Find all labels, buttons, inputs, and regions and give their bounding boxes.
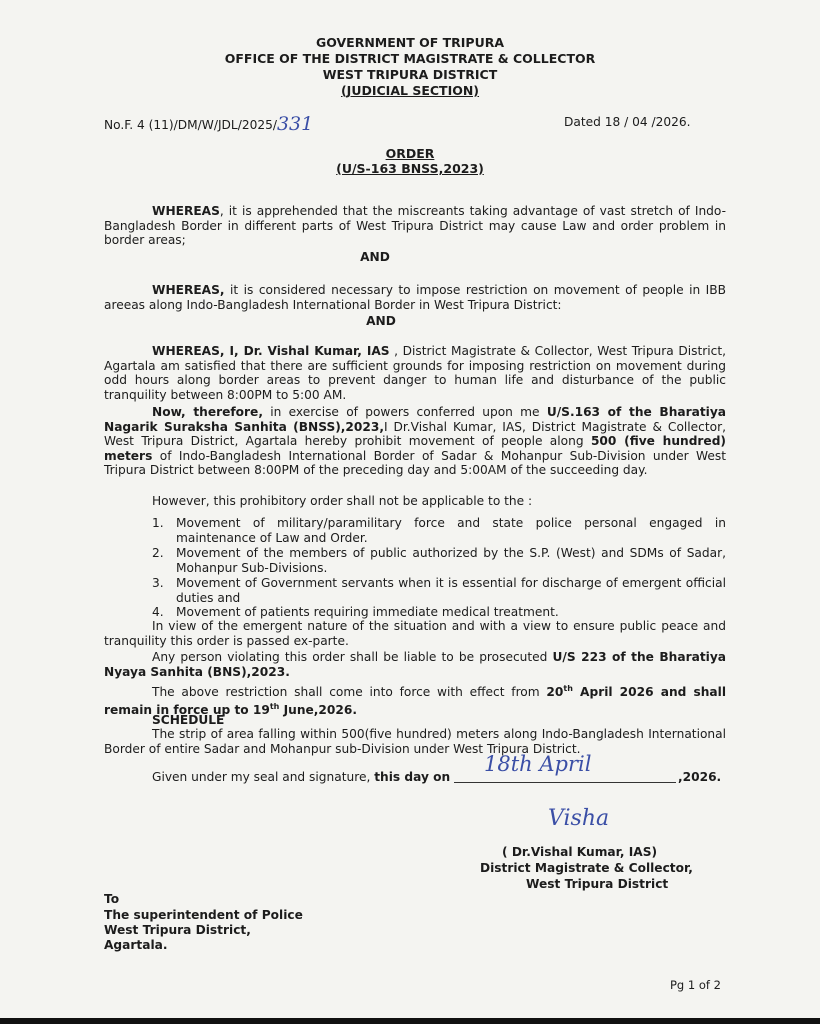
exemption-item-3: Movement of Government servants when it is essential for discharge of emergent official duties and: [176, 576, 726, 605]
order-date: Dated 18 / 04 /2026.: [564, 115, 691, 129]
effective-end-suffix: th: [269, 701, 280, 711]
whereas-paragraph-1: [104, 204, 726, 248]
exemption-item-1: Movement of military/paramilitary force and state police personal engaged in maintenance of Law and Order.: [176, 516, 726, 545]
header-office: OFFICE OF THE DISTRICT MAGISTRATE & COLLECTOR: [224, 51, 596, 66]
penalty-paragraph: [104, 650, 726, 679]
date-blank-line: [454, 782, 676, 783]
to-label: To: [104, 892, 120, 906]
recipient-district: West Tripura District,: [104, 923, 251, 937]
signatory-name: ( Dr.Vishal Kumar, IAS): [502, 845, 658, 859]
effective-start-suffix: th: [563, 684, 573, 693]
and-connector-1: AND: [360, 250, 390, 264]
header-government: GOVERNMENT OF TRIPURA: [315, 35, 505, 50]
and-connector-2: AND: [366, 314, 396, 328]
given-year: ,2026.: [678, 770, 722, 784]
exemption-number-4: 4.: [152, 605, 164, 619]
given-this-day: this day on: [374, 770, 451, 784]
recipient-title: The superintendent of Police: [104, 908, 303, 922]
penalty-text: Any person violating this order shall be liable to be prosecuted: [152, 650, 553, 664]
file-number-text: No.F. 4 (11)/DM/W/JDL/2025/: [104, 118, 277, 132]
effective-period-text: April 2026 and shall remain in force up to 19: [104, 685, 726, 717]
now-therefore-lead: Now, therefore,: [152, 405, 263, 419]
exemptions-intro: However, this prohibitory order shall not be applicable to the :: [152, 494, 533, 508]
effective-text: The above restriction shall come into force with effect from: [152, 685, 547, 700]
ex-parte-paragraph: In view of the emergent nature of the situation and with a view to ensure public peace and tranquility this order is passed ex-parte.: [104, 619, 726, 648]
schedule-text: The strip of area falling within 500(five hundred) meters along Indo-Bangladesh International Border of entire Sadar and Mohanpur sub-Division under West Tripura District.: [104, 727, 726, 756]
recipient-city: Agartala.: [104, 938, 168, 952]
whereas-paragraph-3: [104, 344, 726, 402]
bnss-section-reference: U/S.163 of the Bharatiya Nagarik Suraksha Sanhita (BNSS),2023,: [104, 405, 727, 434]
now-therefore-paragraph: [104, 405, 726, 478]
whereas-text-1: , it is apprehended that the miscreants taking advantage of vast stretch of Indo-Bangladesh Border in different parts of West Tripura District may cause Law and order problem in border areas;: [104, 204, 726, 247]
header-district: WEST TRIPURA DISTRICT: [322, 67, 498, 82]
effective-end-date: June,2026.: [279, 702, 357, 717]
given-under-seal: [152, 770, 450, 785]
whereas-text-3: , District Magistrate & Collector, West Tripura District, Agartala am satisfied that there are sufficient grounds for imposing restriction on movement during odd hours along border areas to prevent danger to human life and disturbance of the public tranquility between 8:00PM to 5:00 AM.: [104, 344, 726, 402]
whereas-paragraph-2: [104, 283, 726, 312]
exemption-item-4: Movement of patients requiring immediate medical treatment.: [176, 605, 559, 619]
handwritten-file-number: 331: [276, 113, 314, 135]
order-title: ORDER: [385, 146, 435, 161]
effective-period-paragraph: [104, 682, 726, 717]
page-number: Pg 1 of 2: [670, 978, 721, 992]
exemption-number-2: 2.: [152, 546, 164, 560]
signature-handwritten: Visha: [548, 806, 610, 831]
distance-limit: 500 (five hundred) meters: [104, 434, 726, 463]
exemption-number-3: 3.: [152, 576, 164, 590]
exemption-item-2: Movement of the members of public authorized by the S.P. (West) and SDMs of Sadar, Mohanpur Sub-Divisions.: [176, 546, 726, 575]
bns-section-reference: U/S 223 of the Bharatiya Nyaya Sanhita (BNS),2023.: [104, 650, 726, 679]
now-therefore-text-3: of Indo-Bangladesh International Border of Sadar & Mohanpur Sub-Division under West Tripura District between 8:00PM of the preceding day and 5:00AM of the succeeding day.: [104, 448, 726, 477]
signatory-designation: District Magistrate & Collector,: [480, 861, 693, 875]
bottom-edge-bar: [0, 1018, 820, 1024]
header-section: (JUDICIAL SECTION): [340, 83, 480, 98]
whereas-lead-1: WHEREAS: [152, 204, 220, 218]
signatory-district: West Tripura District: [526, 877, 669, 891]
whereas-text-2: it is considered necessary to impose restriction on movement of people in IBB areeas along Indo-Bangladesh International Border in West Tripura District:: [104, 283, 726, 312]
now-therefore-text-2: I Dr.Vishal Kumar, IAS, District Magistrate & Collector, West Tripura District, Agartala hereby prohibit movement of people along: [104, 419, 726, 448]
whereas-lead-3: WHEREAS, I, Dr. Vishal Kumar, IAS: [152, 344, 390, 358]
whereas-lead-2: WHEREAS,: [152, 283, 225, 297]
order-section-reference: (U/S-163 BNSS,2023): [336, 161, 484, 176]
given-text: Given under my seal and signature,: [152, 770, 375, 784]
now-therefore-text-1: in exercise of powers conferred upon me: [262, 405, 547, 419]
handwritten-date: 18th April: [484, 752, 592, 776]
exemption-number-1: 1.: [152, 516, 164, 530]
schedule-heading: SCHEDULE: [152, 713, 225, 727]
effective-start-day: 20: [546, 685, 564, 700]
file-number: [104, 113, 314, 135]
